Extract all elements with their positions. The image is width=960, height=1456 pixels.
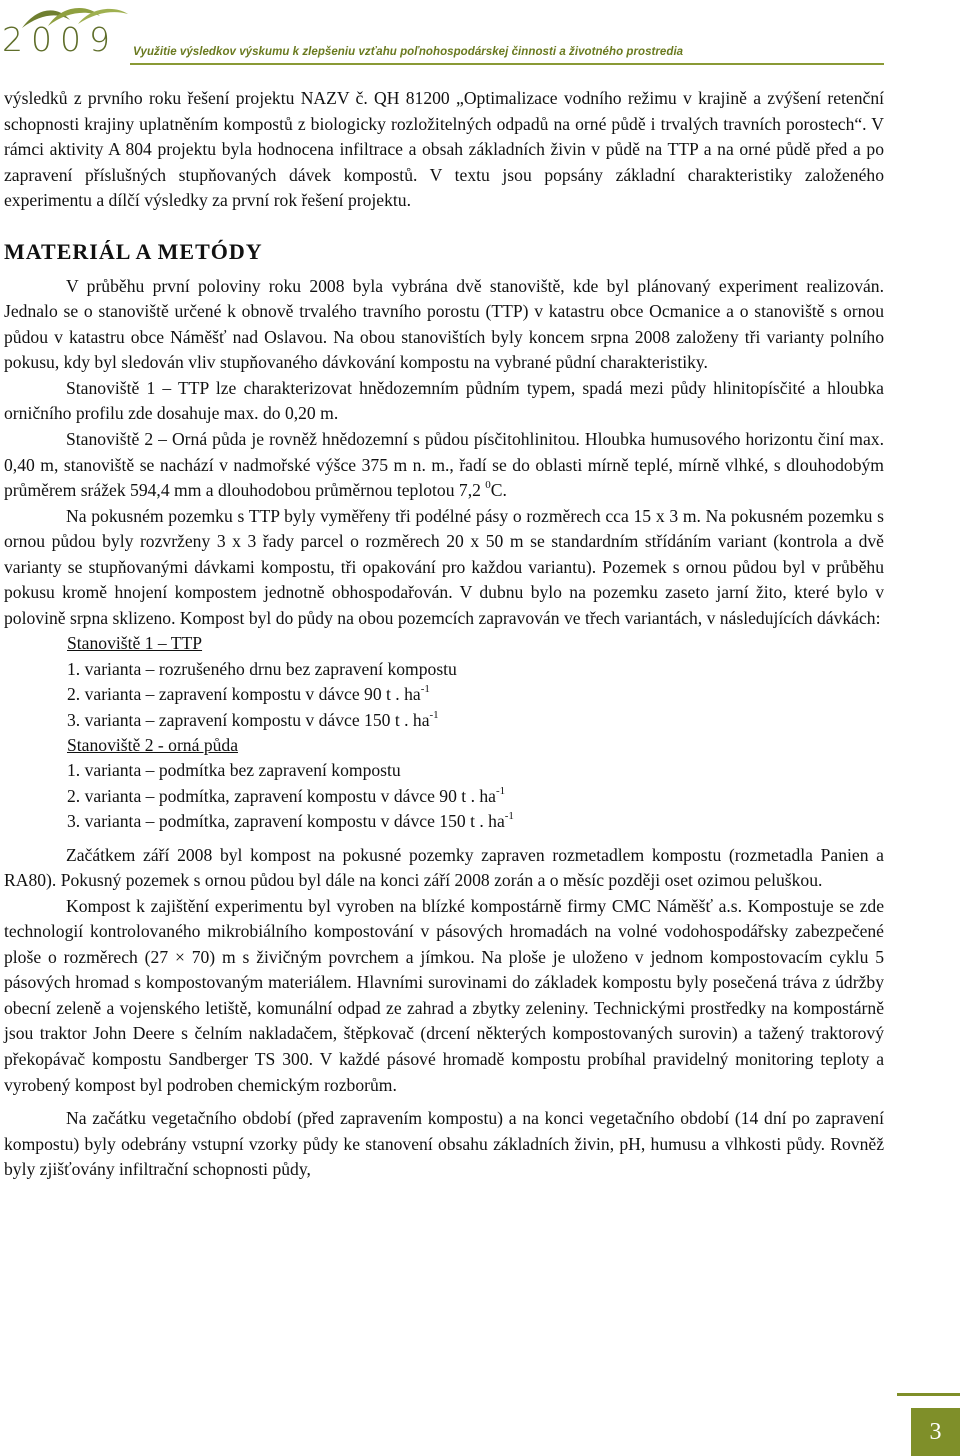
- list-item: 2. varianta – zapravení kompostu v dávce 90 t . $ha^{-1}$: [67, 683, 430, 705]
- paragraph-sites: V průběhu první poloviny roku 2008 byla vybrána dvě stanoviště, kde byl plánovaný experiment realizován. Jednalo se o stanoviště určené k obnově trvalého travního porostu (TTP) v katastru obce Ocmanice a o stanoviště s ornou půdou v katastru obce Náměšť nad Oslavou. Na obou stanovištích byly koncem srpna 2008 založeny tři varianty polního pokusu, kdy byl sledován vliv stupňovaného dávkování kompostu na vybrané půdní charakteristiky.: [4, 275, 884, 373]
- paragraph-site-2: Stanoviště 2 – Orná půda je rovněž hnědozemní s půdou písčitohlinitou. Hloubka humusového horizontu činí max. 0,40 m, stanoviště se nachází v nadmořské výšce 375 m n. m., řadí se do oblasti mírně teplé, mírně vlhké, s dlouhodobým průměrem srážek 594,4 mm a dlouhodobou průměrnou teplotou 7,2 $^0$C.: [4, 429, 884, 501]
- list-item: 1. varianta – rozrušeného drnu bez zapravení kompostu: [67, 658, 457, 679]
- page-corner-rule: [897, 1393, 960, 1396]
- paragraph-plots: Na pokusném pozemku s TTP byly vyměřeny tři podélné pásy o rozměrech cca 15 x 3 m. Na pokusném pozemku s ornou půdou byly rozvrženy 3 x 3 řady parcel o rozměrech 20 x 50 m se standardním střídáním variant (kontrola a dvě varianty se stupňovanými dávkami kompostu, tři opakování pro každou variantu). Pozemek s ornou půdou byl v průběhu pokusu kromě hnojení kompostem jednotně obhospodařován. V dubnu bylo na pozemku zaseto jarní žito, které bylo v polovině srpna sklizeno. Kompost byl do půdy na obou pozemcích zapravován ve třech variantách, v následujících dávkách:: [4, 505, 884, 628]
- site-2-title: Stanoviště 2 - orná půda: [67, 735, 239, 756]
- site-1-title: Stanoviště 1 – TTP: [67, 633, 203, 654]
- paragraph-composting: Kompost k zajištění experimentu byl vyroben na blízké kompostárně firmy CMC Náměšť a.s. Kompostuje se zde technologií kontrolovaného mikrobiálního kompostování v pásových hromadách na volné vodohospodářsky zabezpečené ploše o rozměrech (27 × 70) m s živičným povrchem a jímkou. Na ploše je uloženo v jednom kompostovacím cyklu 5 pásových hromad s kompostovaným materiálem. Hlavními surovinami do základek kompostu byly posečená tráva z údržby obecní zeleně a vojenského letiště, komunální odpad ze zahrad a zbytky zeleniny. Technickými prostředky na kompostárně jsou traktor John Deere s čelním nakladačem, štěpkovač (drcení některých kompostovaných surovin) a tažený traktorový překopávač kompostu Sandberger TS 300. V každé pásové hromadě kompostu probíhal pravidelný monitoring teploty a vyrobený kompost byl podroben chemickým rozborům.: [4, 895, 884, 1095]
- header-title: Využitie výsledkov výskumu k zlepšeniu vzťahu poľnohospodárskej činnosti a životného prostredia: [133, 46, 684, 58]
- spacer: [4, 1098, 884, 1106]
- section-heading: MATERIÁL A METÓDY: [4, 238, 263, 264]
- page-content: [4, 86, 884, 1183]
- spacer: [4, 835, 884, 843]
- variant-list: [4, 631, 884, 834]
- paragraph-sampling: Na začátku vegetačního období (před zapravením kompostu) a na konci vegetačního období (14 dní po zapravení kompostu) byly odebrány vstupní vzorky půdy ke stanovení obsahu základních živin, pH, humusu a vlhkosti půdy. Rovněž byly zjišťovány infiltrační schopnosti půdy,: [4, 1108, 884, 1180]
- paragraph-intro: výsledků z prvního roku řešení projektu NAZV č. QH 81200 „Optimalizace vodního režimu v krajině a zvýšení retenční schopnosti krajiny uplatněním kompostů z biologicky rozložitelných odpadů na orné půdě i trvalých travních porostech“. V rámci aktivity A 804 projektu byla hodnocena infiltrace a obsah základních živin v půdě na TTP a na orné půdě před a po zapravení příslušných stupňovaných dávek kompostů. V textu jsou popsány základní charakteristiky založeného experimentu a dílčí výsledky za první rok řešení projektu.: [4, 88, 884, 211]
- list-item: 1. varianta – podmítka bez zapravení kompostu: [67, 760, 401, 781]
- list-item: 3. varianta – zapravení kompostu v dávce 150 t . $ha^{-1}$: [67, 708, 439, 730]
- paragraph-application: Začátkem září 2008 byl kompost na pokusné pozemky zapraven rozmetadlem kompostu (rozmetadla Panien a RA80). Pokusný pozemek s ornou půdou byl dále na konci září 2008 zorán a o měsíc později oset ozimou peluškou.: [4, 844, 884, 891]
- list-item: 3. varianta – podmítka, zapravení kompostu v dávce 150 t . $ha^{-1}$: [67, 810, 514, 832]
- logo-year: 2009: [2, 20, 118, 59]
- list-item: 2. varianta – podmítka, zapravení kompostu v dávce 90 t . $ha^{-1}$: [67, 784, 506, 806]
- header-divider: [130, 63, 884, 65]
- paragraph-site-1: Stanoviště 1 – TTP lze charakterizovat hnědozemním půdním typem, spadá mezi půdy hlinitopísčité a hloubka orničního profilu zde dosahuje max. do 0,20 m.: [4, 377, 884, 424]
- page-header: [0, 0, 960, 78]
- page-number: 3: [911, 1408, 960, 1456]
